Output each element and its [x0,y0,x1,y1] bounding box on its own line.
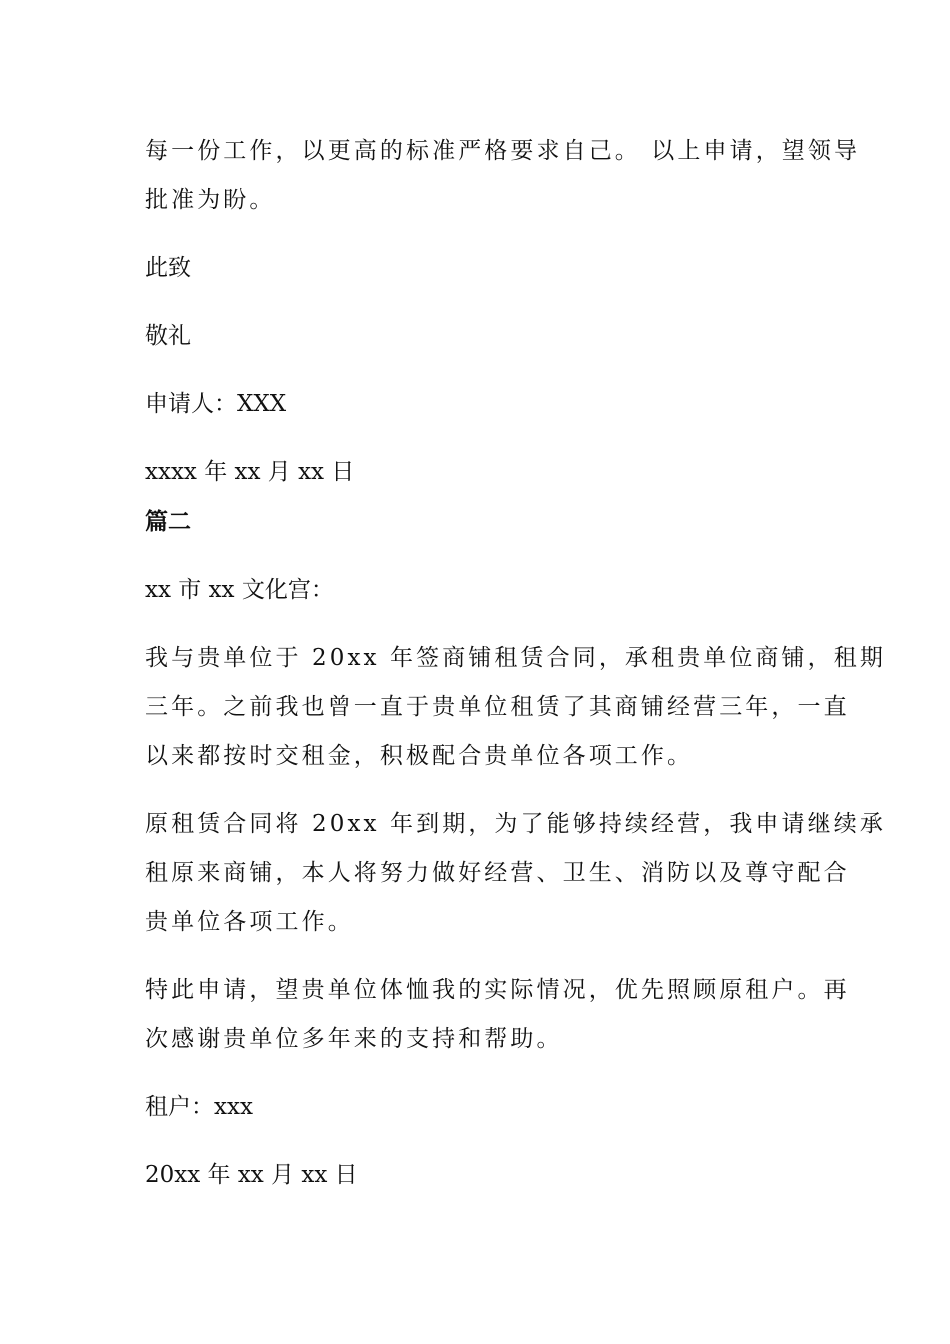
closing-salutation: 此致 [145,255,191,281]
paragraph-2-line-2: 租原来商铺，本人将努力做好经营、卫生、消防以及尊守配合 [145,860,850,886]
paragraph-2-line-1: 原租赁合同将 20xx 年到期，为了能够持续经营，我申请继续承 [145,811,886,837]
paragraph-1-line-3: 以来都按时交租金，积极配合贵单位各项工作。 [145,743,694,769]
applicant-signature: 申请人：XXX [145,391,287,417]
section-title: 篇二 [145,509,191,535]
tenant-signature: 租户：xxx [145,1094,253,1120]
closing-regards: 敬礼 [145,323,191,349]
paragraph-3-line-2: 次感谢贵单位多年来的支持和帮助。 [145,1026,563,1052]
letter-date: 20xx 年 xx 月 xx 日 [145,1162,358,1188]
paragraph-1-line-2: 三年。之前我也曾一直于贵单位租赁了其商铺经营三年，一直 [145,694,850,720]
continuation-line-2: 批准为盼。 [145,187,276,213]
letter-recipient: xx 市 xx 文化宫： [145,577,334,603]
paragraph-3-line-1: 特此申请，望贵单位体恤我的实际情况，优先照顾原租户。再 [145,977,850,1003]
paragraph-2-line-3: 贵单位各项工作。 [145,909,354,935]
continuation-line-1: 每一份工作，以更高的标准严格要求自己。 以上申请，望领导 [145,138,861,164]
applicant-date: xxxx 年 xx 月 xx 日 [145,459,355,485]
paragraph-1-line-1: 我与贵单位于 20xx 年签商铺租赁合同，承租贵单位商铺，租期 [145,645,886,671]
